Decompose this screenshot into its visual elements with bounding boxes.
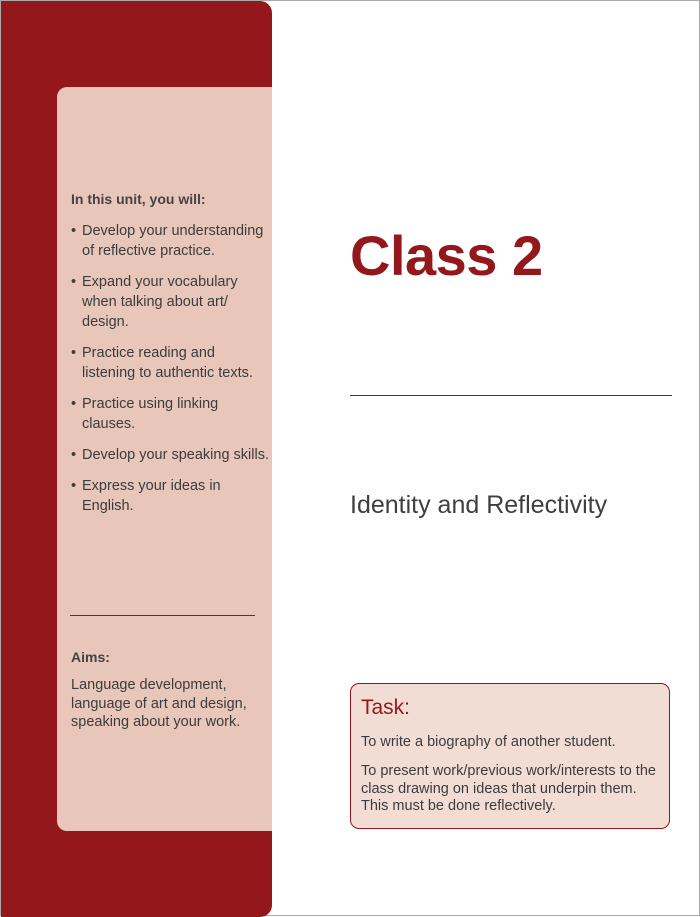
task-box: [350, 683, 670, 829]
panel-divider: [70, 615, 255, 616]
objective-item: • Develop your speaking skills.: [71, 445, 271, 465]
aims-heading: Aims:: [71, 649, 110, 665]
objectives-heading: In this unit, you will:: [71, 191, 206, 207]
sidebar-band: [1, 1, 272, 917]
objective-item: • Practice reading and listening to authentic texts.: [71, 343, 271, 383]
objective-item: • Express your ideas in English.: [71, 476, 271, 516]
objective-item: • Practice using linking clauses.: [71, 394, 271, 434]
unit-subtitle: Identity and Reflectivity: [350, 491, 608, 519]
objectives-list: [71, 221, 271, 527]
objectives-panel: [57, 87, 272, 831]
title-divider: [350, 395, 672, 396]
objective-item: • Develop your understanding of reflective practice.: [71, 221, 271, 261]
task-line: To write a biography of another student.: [361, 734, 616, 750]
page-title: Class 2: [350, 224, 543, 287]
objective-item: • Expand your vocabulary when talking about art/ design.: [71, 272, 271, 332]
task-heading: Task:: [361, 696, 411, 719]
task-line: To present work/previous work/interests to the class drawing on ideas that underpin them. This must be done reflectively.: [361, 763, 656, 814]
aims-text: Language development, language of art and design, speaking about your work.: [71, 677, 247, 730]
